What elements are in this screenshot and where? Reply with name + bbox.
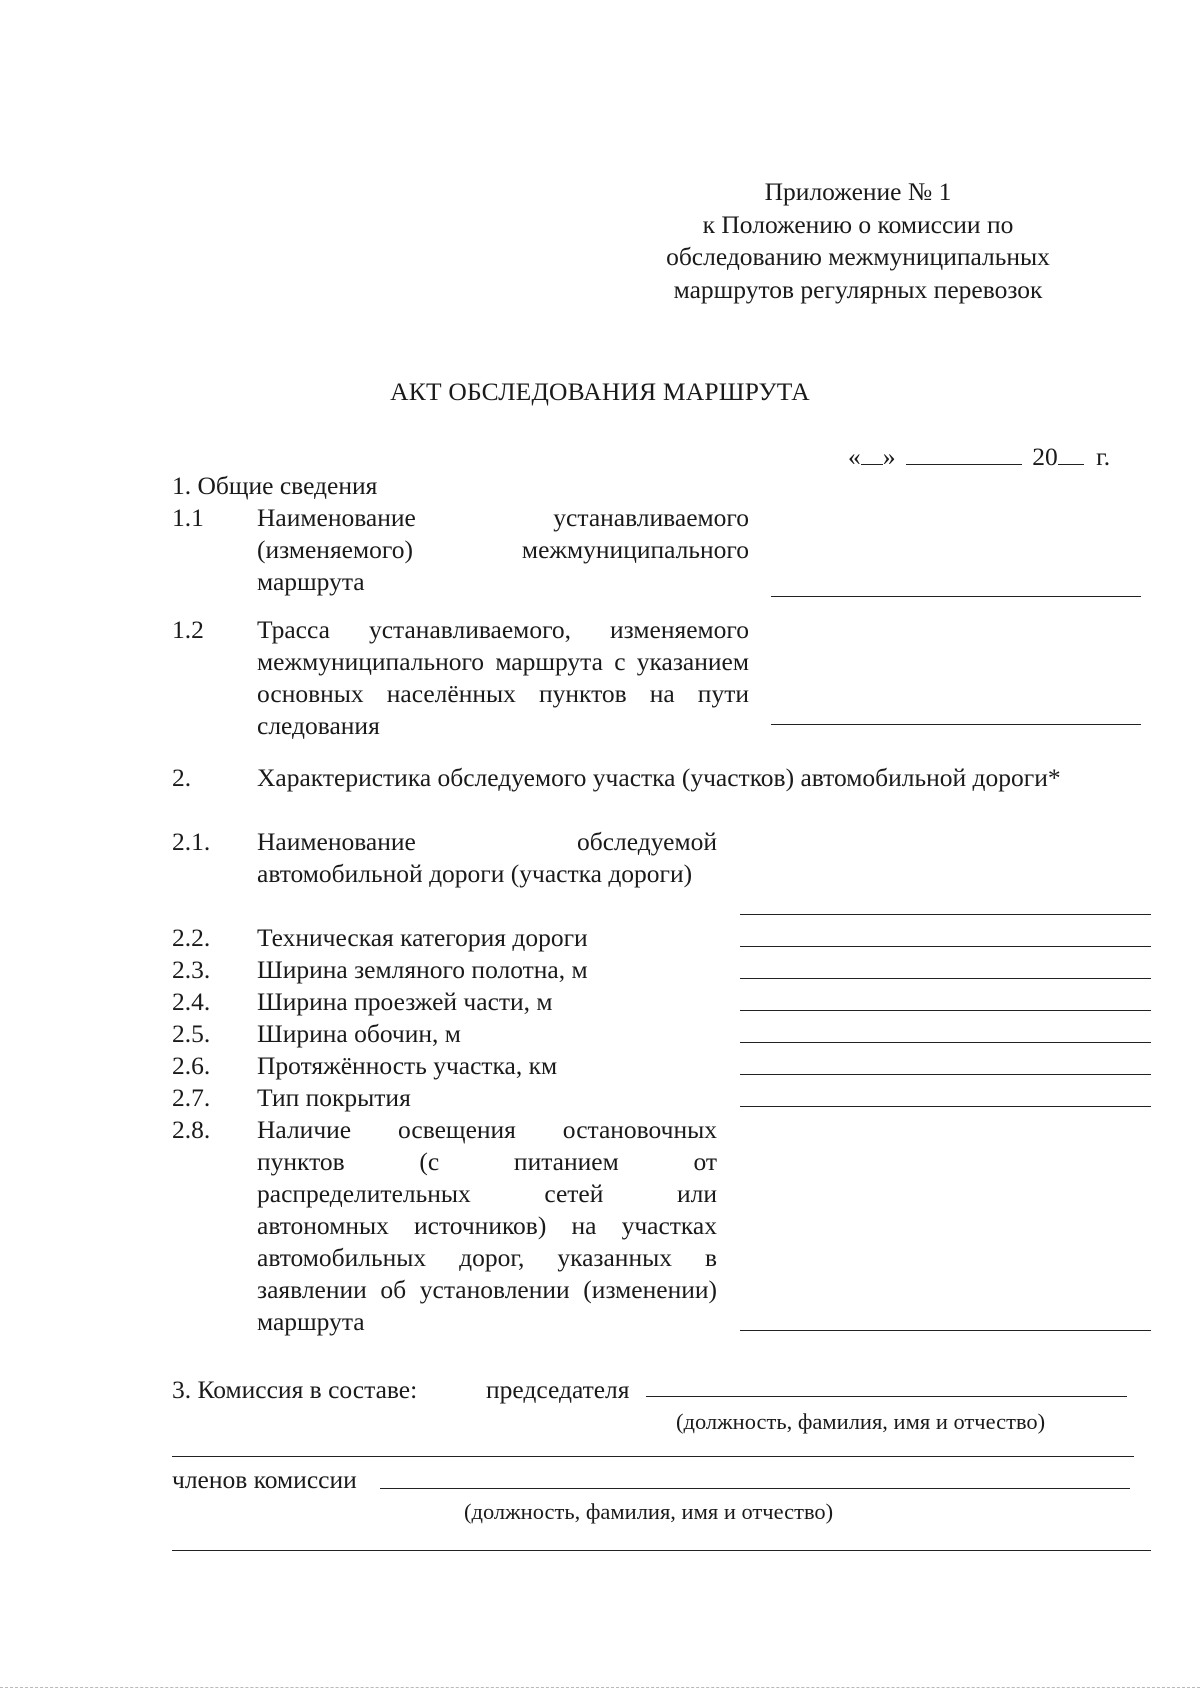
item-number: 2.3. — [172, 955, 211, 984]
item-answer-line[interactable] — [740, 1042, 1151, 1043]
members-caption: (должность, фамилия, имя и отчество) — [464, 1499, 834, 1524]
item-answer-line[interactable] — [771, 596, 1141, 597]
chairman-caption: (должность, фамилия, имя и отчество) — [676, 1409, 1046, 1434]
chairman-line[interactable] — [646, 1396, 1127, 1397]
item-text: Протяжённость участка, км — [257, 1051, 558, 1080]
section2-number: 2. — [172, 763, 192, 792]
item-text: Трасса устанавливаемого, изменяемого межмуниципального маршрута с указанием основных населённых пунктов на пути следования — [257, 615, 749, 740]
item-text: Техническая категория дороги — [257, 923, 588, 952]
item-number: 2.4. — [172, 987, 211, 1016]
members-line-continued[interactable] — [172, 1550, 1151, 1551]
item-text: Ширина проезжей части, м — [257, 987, 553, 1016]
section2-heading: Характеристика обследуемого участка (участков) автомобильной дороги* — [257, 763, 1061, 792]
item-text: Ширина земляного полотна, м — [257, 955, 588, 984]
item-text: Наименование обследуемой автомобильной дороги (участка дороги) — [257, 827, 717, 888]
item-text: Наличие освещения остановочных пунктов (с питанием от распределительных сетей или автономных источников) на участках автомобильных дорог, указанных в заявлении об установлении (изменении) маршрута — [257, 1115, 717, 1336]
chairman-line-continued[interactable] — [172, 1456, 1134, 1457]
item-number: 2.2. — [172, 923, 211, 952]
year-blank[interactable] — [1058, 438, 1084, 465]
item-text: Ширина обочин, м — [257, 1019, 461, 1048]
item-number: 2.7. — [172, 1083, 211, 1112]
date-open-quote: « — [848, 442, 861, 471]
appendix-header — [600, 176, 1116, 306]
date-line — [848, 438, 1110, 473]
year-suffix: г. — [1096, 442, 1111, 471]
appendix-line: обследованию межмуниципальных — [666, 242, 1050, 271]
members-label: членов комиссии — [172, 1465, 357, 1494]
item-number: 2.8. — [172, 1115, 211, 1144]
appendix-line: маршрутов регулярных перевозок — [673, 274, 1043, 304]
section3-label: 3. Комиссия в составе: — [172, 1375, 418, 1404]
item-answer-line[interactable] — [740, 1330, 1151, 1331]
year-prefix: 20 — [1032, 442, 1058, 471]
item-answer-line[interactable] — [740, 1106, 1151, 1107]
item-number: 2.1. — [172, 827, 211, 856]
members-line[interactable] — [380, 1488, 1130, 1489]
item-number: 1.2 — [172, 615, 204, 644]
item-answer-line[interactable] — [740, 946, 1151, 947]
document-title: АКТ ОБСЛЕДОВАНИЯ МАРШРУТА — [390, 377, 810, 406]
item-text: Наименование устанавливаемого (изменяемого) межмуниципального маршрута — [257, 503, 749, 596]
appendix-line: Приложение № 1 — [764, 177, 952, 206]
item-answer-line[interactable] — [740, 914, 1151, 915]
item-answer-line[interactable] — [740, 1074, 1151, 1075]
month-blank[interactable] — [906, 438, 1022, 465]
item-text: Тип покрытия — [257, 1083, 411, 1112]
scan-edge-divider — [0, 1687, 1200, 1688]
item-answer-line[interactable] — [771, 724, 1141, 725]
date-close-quote: » — [882, 442, 896, 471]
item-answer-line[interactable] — [740, 978, 1151, 979]
item-number: 2.5. — [172, 1019, 211, 1048]
day-blank[interactable] — [861, 438, 883, 465]
item-answer-line[interactable] — [740, 1010, 1151, 1011]
item-number: 1.1 — [172, 503, 204, 532]
section1-heading: 1. Общие сведения — [172, 471, 378, 500]
appendix-line: к Положению о комиссии по — [702, 209, 1014, 239]
chairman-label: председателя — [486, 1375, 630, 1404]
item-number: 2.6. — [172, 1051, 211, 1080]
